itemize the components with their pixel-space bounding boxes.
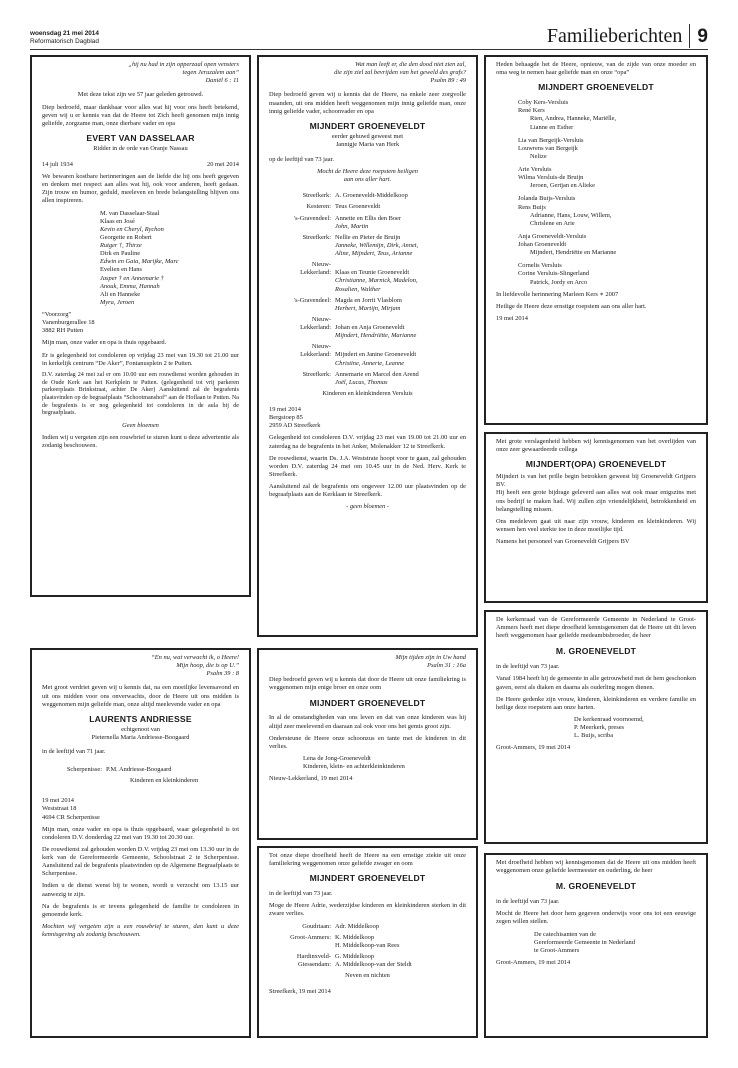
motto — [269, 168, 466, 184]
place-line: Hardinxveld- — [296, 952, 331, 960]
place-line: Lekkerland: — [300, 269, 331, 277]
deceased-name: MIJNDERT(OPA) GROENEVELDT — [525, 459, 667, 470]
closing-wish: Heilige de Heere deze ernstige roepstem aan ons aller hart. — [496, 302, 647, 310]
family-member: Johan Groeneveldt — [518, 241, 567, 249]
obituary-mijndert-groeneveldt-in-laws — [257, 846, 478, 1038]
family-member: Johan en Anja Groeneveldt — [335, 324, 405, 332]
family-member: M. van Dasselaar-Staal — [100, 209, 160, 217]
age-line: in de leeftijd van 73 jaar. — [496, 898, 560, 906]
family-member: René Kers — [518, 107, 545, 115]
closing-wish: Ondersteune de Heere onze schoonzus en tante met de kinderen in dit verlies. — [269, 734, 466, 750]
family-list — [269, 192, 466, 387]
quote-reference: Psalm 39 : 8 — [206, 670, 239, 678]
children-line: Kinderen en kleinkinderen — [130, 777, 199, 785]
page-number: 9 — [697, 25, 708, 47]
family-place — [269, 192, 335, 200]
age-line: in de leeftijd van 71 jaar. — [42, 747, 106, 755]
grandchildren-names: Mijndert, Hendriëtte, Marianne — [335, 332, 417, 340]
death-date: 20 mei 2014 — [207, 160, 239, 168]
family-member: Evelien en Hans — [100, 266, 142, 274]
marriage-note: eerder gehuwd geweest met — [331, 132, 404, 140]
service-info: De rouwdienst, waarin Ds. J.A. Weststrate hoopt voor te gaan, zal gehouden worden D.V. zaterdag 24 mei om 10.45 uur in de Ned. Herv. Kerk te Streefkerk. — [269, 454, 466, 478]
motto-line: aan ons aller hart. — [343, 176, 392, 184]
family-row — [269, 203, 466, 211]
family-member: Rens Buijs — [518, 203, 546, 211]
memory-line: In liefdevolle herinnering Marleen Kers ∗ 2007 — [496, 290, 619, 298]
family-row — [269, 192, 466, 200]
obituary-laurents-andriesse — [30, 648, 251, 1038]
involvement-text: Mijndert is van het prille begin betrokken geweest bij Groeneveldt Grijpers BV. — [496, 473, 696, 489]
address-line: “Voorzorg” — [42, 311, 72, 319]
family-names — [335, 234, 466, 258]
family-member: Edwin en Gaia, Marijke, Marc — [100, 258, 179, 266]
family-list — [42, 210, 239, 308]
deceased-name: MIJNDERT GROENEVELDT — [538, 82, 654, 93]
family-member: Klaas en Teunie Groeneveldt — [335, 269, 410, 277]
signature-place: Scherpenisse: — [66, 766, 102, 774]
service-text: Vanaf 1984 heeft hij de gemeente in alle getrouwheid met de hem geschonken gaven, eerst als diaken en daarna als ouderling mogen dienen. — [496, 675, 696, 691]
place-line: Lekkerland: — [300, 324, 331, 332]
family-member: Anouk, Emma, Hannah — [100, 282, 160, 290]
family-member: Rutger †, Thirze — [100, 242, 142, 250]
family-row — [269, 297, 466, 313]
address-line: 19 mei 2014 — [269, 406, 301, 414]
family-member: Klaas en José — [100, 217, 135, 225]
deceased-title: Ridder in de orde van Oranje Nassau — [93, 144, 188, 152]
spouse-note: echtgenoot van — [121, 725, 160, 733]
announcement: Diep bedroefd geven wij u kennis dat door de Heere uit onze familiekring is weggenomen mijn enige broer en onze oom — [269, 676, 466, 692]
family-row — [269, 261, 466, 294]
family-member: Teus Groeneveldt — [335, 203, 381, 211]
family-member: Adr. Middelkoop — [335, 922, 380, 930]
age-line: op de leeftijd van 73 jaar. — [269, 155, 334, 163]
family-names — [335, 215, 466, 231]
age-line: in de leeftijd van 73 jaar. — [269, 890, 333, 898]
company-notice-groeneveldt-grijpers — [484, 432, 708, 603]
letter-note: Mochten wij vergeten zijn u een rouwbrief te sturen, dan kunt u deze kennisgeving als zodanig beschouwen. — [42, 922, 239, 939]
quote-reference: Daniël 6 : 11 — [205, 77, 239, 85]
family-member: A. Middelkoop-van der Steldt — [335, 961, 412, 969]
family-member: Mijndert en Janine Groeneveldt — [335, 351, 417, 359]
deceased-name: MIJNDERT GROENEVELDT — [309, 873, 426, 884]
family-place — [269, 934, 335, 950]
signature-line: L. Buijs, scriba — [574, 732, 614, 740]
family-member: Dirk en Pauline — [100, 250, 141, 258]
header-rule — [30, 49, 708, 50]
grandchildren-names: Jeroen, Gertjan en Alieke — [530, 182, 595, 190]
closing-wish: De Heere gedenke zijn vrouw, kinderen, kleinkinderen en verdere familie en heilige deze roepstem aan onze harten. — [496, 695, 696, 711]
announcement: Diep bedroefd geven wij u kennis dat de Heere, na enkele zeer zorgvolle maanden, uit ons midden heeft weggenomen mijn innig geliefde man, onze innig geliefde vader, schoonvader en opa — [269, 91, 466, 115]
quote — [269, 654, 466, 670]
address-block — [42, 797, 239, 821]
quote-line: Mijn hoop, die is op U.” — [176, 662, 239, 670]
quote — [269, 61, 466, 85]
deceased-name: MIJNDERT GROENEVELDT — [309, 697, 426, 708]
header-section — [547, 24, 708, 48]
letter-note: Indien wij u vergeten zijn een rouwbrief te sturen kunt u deze advertentie als zodanig beschouwen. — [42, 434, 239, 450]
address-line: Vanenburgerallee 18 — [42, 319, 95, 327]
signature-line: te Groot-Ammers — [534, 946, 580, 954]
signature-line: Kinderen, klein- en achterkleinkinderen — [303, 763, 405, 771]
funeral-info: D.V. zaterdag 24 mei zal er om 10.00 uur een rouwdienst worden gehouden in de Oude Kerk aan het Kerkplein te Putten. (gelegenheid tot vrij parkeren parkeerplaats Brinkstraat, achter De Aker) Aansluitend zal de begrafenis plaatsvinden op de begraafplaats “Schootmanshof” aan de Hoflaan te Putten. Na de begrafenis is er nog gelegenheid tot condoleren in de aula bij de begraafplaats. — [42, 371, 239, 417]
family-member: Louwrens van Bergeijk — [518, 144, 578, 152]
header-date: woensdag 21 mei 2014 — [30, 30, 99, 37]
family-member: Ali en Hanneke — [100, 290, 141, 298]
family-member: Georgette en Robert — [100, 233, 152, 241]
family-place — [269, 297, 335, 313]
address-line: 4694 CR Scherpenisse — [42, 813, 100, 821]
family-row — [269, 316, 466, 340]
tribute: In al de omstandigheden van ons leven en dat van onze kinderen was hij altijd zeer meelevend en daaraan zal ook voor ons het gemis groot zijn. — [269, 714, 466, 730]
obituary-mijndert-groeneveldt-stepfamily — [484, 55, 708, 425]
family-member: Nellie en Pieter de Bruijn — [335, 233, 401, 241]
date-line: 19 mei 2014 — [496, 314, 528, 322]
header-paper: Reformatorisch Dagblad — [30, 37, 99, 45]
family-names — [335, 371, 466, 387]
family-member: Annette en Ellis den Boer — [335, 214, 402, 222]
signature-name: P.M. Andriesse-Boogaard — [106, 766, 172, 774]
family-member: A. Groeneveldt-Middelkoop — [335, 192, 408, 200]
grandchildren-names: Aline, Mijndert, Teus, Arianne — [335, 250, 413, 258]
family-place — [269, 923, 335, 931]
place-line: Nieuw- — [311, 315, 331, 323]
quote — [42, 654, 239, 678]
closing-wish: Moge de Heere Adrie, wederzijdse kinderen en kleinkinderen sterken in dit zware verlies. — [269, 902, 466, 918]
burial-info: Aansluitend zal de begrafenis om ongeveer 12.00 uur plaatsvinden op de begraafplaats aan de Kerklaan te Streefkerk. — [269, 483, 466, 499]
grandchildren-names: John, Martin — [335, 222, 369, 230]
family-member: Anja Groeneveldt-Versluis — [518, 232, 587, 240]
grandchildren-names: Patrick, Jordy en Arco — [530, 278, 588, 286]
family-row — [269, 371, 466, 387]
grandchildren-names: Janneke, Willemijn, Dirk, Annet, — [335, 241, 419, 249]
family-place — [269, 215, 335, 231]
announcement: Met droefheid hebben wij kennisgenomen dat de Heere uit ons midden heeft weggenomen onze geliefde leermeester en ouderling, de heer — [496, 859, 696, 875]
family-member — [335, 343, 466, 351]
lying-in-state: Mijn man, onze vader en opa is thuis opgebaard. — [42, 339, 167, 347]
catechism-students-notice — [484, 853, 708, 1038]
family-names — [335, 297, 466, 313]
family-names — [335, 923, 466, 931]
announcement: Met groot verdriet geven wij u kennis dat, na een moeilijke levensavond en uit ons midden voor ons onverwachts, door de Heere uit ons midden is weggenomen mijn geliefde man, onze altijd meelevende vader en opa — [42, 684, 239, 708]
family-member: G. Middelkoop — [335, 952, 375, 960]
family-place — [269, 316, 335, 340]
family-names — [335, 343, 466, 367]
spouse-name: Jannigje Maria van Herk — [335, 140, 400, 148]
age-line: in de leeftijd van 73 jaar. — [496, 663, 560, 671]
family-member: Kevin en Cheryl, Rychon — [100, 225, 164, 233]
quote-line: Wat man leeft er, die den dood niet zien zal, — [354, 61, 466, 68]
grandchildren-names: Christine, Annerie, Leanne — [335, 359, 405, 367]
obituary-evert-van-dasselaar — [30, 55, 251, 597]
address-line: 19 mei 2014 — [42, 797, 74, 805]
condolence-info: Er is gelegenheid tot condoleren op vrijdag 23 mei van 19.30 tot 21.00 uur in kerkelijk centrum “De Aker”, Fontanusplein 2 te Putten. — [42, 351, 239, 367]
flowers-note: - geen bloemen - — [346, 503, 389, 511]
family-member — [335, 316, 466, 324]
grandchildren-names: Lianne en Esther — [530, 123, 574, 131]
signature-line: P. Meerkerk, preses — [574, 724, 625, 732]
signature-line: De kerkenraad voornoemd, — [574, 715, 644, 723]
obituary-mijndert-groeneveldt-sister — [257, 648, 478, 840]
family-member: Lia van Bergeijk-Versluis — [518, 136, 584, 144]
signature — [269, 755, 466, 771]
motto-line: Mocht de Heere deze roepstem heiligen — [317, 168, 418, 176]
closing-wish: Mocht de Heere het door hem gegeven onderwijs voor ons tot een eeuwige zegen willen stellen. — [496, 910, 696, 926]
family-row — [269, 343, 466, 367]
family-member: Jolanda Buijs-Versluis — [518, 195, 576, 203]
address-block — [42, 311, 239, 335]
place-line: 's-Gravendeel: — [294, 296, 331, 304]
family-member: Arie Versluis — [518, 166, 552, 174]
tribute: We bewaren kostbare herinneringen aan de liefde die hij ons heeft gegeven en denken met respect aan alles wat hij, ook voor anderen, heeft gedaan. Zijn trouw en humor, geduld, meeleven en brede belangstelling blijven ons allen inspireren. — [42, 173, 239, 205]
announcement: Met grote verslagenheid hebben wij kennisgenomen van het overlijden van onze zeer gewaardeerde collega — [496, 438, 696, 454]
contribution-text: Hij heeft een grote bijdrage geleverd aan alles wat ook maar enigszins met ons bedrijf te maken had. Wij zullen zijn vriendelijkheid, betrokkenheid en belangstelling missen. — [496, 489, 696, 513]
family-member: Myra, Jeroen — [100, 298, 135, 306]
address-line: Weststraat 18 — [42, 805, 77, 813]
place-line: Goudriaan: — [302, 922, 331, 930]
signature-line: De catechisanten van de — [534, 930, 596, 938]
family-member: Magda en Jorrit Vlasblom — [335, 296, 402, 304]
grandchildren-names: Chrislene en Arie — [530, 219, 575, 227]
grandchildren-names: Herbert, Martijn, Mirjam — [335, 304, 401, 312]
deceased-name: MIJNDERT GROENEVELDT — [309, 120, 426, 131]
family-row — [269, 923, 466, 931]
family-row — [269, 934, 466, 950]
family-place — [269, 203, 335, 211]
place-date: Groot-Ammers, 19 mei 2014 — [496, 958, 571, 966]
place-line: Streefkerk: — [302, 370, 331, 378]
obituary-mijndert-groeneveldt-family — [257, 55, 478, 637]
place-line: Kesteren: — [306, 203, 331, 211]
announcement: Heden behaagde het de Heere, opnieuw, van de zijde van onze moeder en oma weg te nemen haar geliefde man en onze “opa” — [496, 61, 696, 77]
family-place — [269, 343, 335, 367]
quote-line: Mijn tijden zijn in Uw hand — [395, 654, 466, 661]
family-place — [269, 371, 335, 387]
place-line: Giessendam: — [297, 961, 331, 969]
announcement: Tot onze diepe droefheid heeft de Heere na een ernstige ziekte uit onze familiekring weggenomen onze geliefde zwager en oom — [269, 852, 466, 868]
announcement: De kerkenraad van de Gereformeerde Gemeente in Nederland te Groot-Ammers heeft met diepe droefheid kennisgenomen dat de Heere uit dit leven heeft weggenomen haar geliefde medeambtsbroeder, de heer — [496, 616, 696, 640]
address-line: 3882 RH Putten — [42, 327, 84, 335]
place-line: Streefkerk: — [302, 233, 331, 241]
family-member: Coby Kers-Versluis — [518, 99, 569, 107]
address-line: Bergstoep 85 — [269, 414, 303, 422]
quote-reference: Psalm 31 : 16a — [427, 662, 466, 670]
signature-row — [42, 766, 239, 774]
place-line: Lekkerland: — [300, 351, 331, 359]
family-member — [335, 261, 466, 269]
family-member: H. Middelkoop-van Rees — [335, 941, 400, 949]
service-info: De rouwdienst zal gehouden worden D.V. vrijdag 23 mei om 13.30 uur in de kerk van de Gereformeerde Gemeente, Schoolstraat 2 te Scherpenisse. Aansluitend zal de begrafenis plaatsvinden op de Algemene Begraafplaats te Scherpenisse. — [42, 845, 239, 878]
family-member: K. Middelkoop — [335, 933, 375, 941]
quote-line: die zijn ziel zal bevrijden van het geweld des grafs? — [334, 69, 466, 77]
family-row — [269, 953, 466, 969]
family-place — [269, 261, 335, 294]
condolence-info: Na de begrafenis is er tevens gelegenheid de familie te condoleren in genoemde kerk. — [42, 902, 239, 918]
deceased-name: EVERT VAN DASSELAAR — [86, 132, 195, 143]
grandchildren-names: Christianne, Marnick, Madelon, — [335, 277, 418, 285]
family-names — [335, 316, 466, 340]
birth-date: 14 juli 1934 — [42, 160, 73, 168]
quote-line: tegen Jeruzalem aan” — [182, 69, 239, 77]
place-date: Groot-Ammers, 19 mei 2014 — [496, 744, 571, 752]
signature-line: Lena de Jong-Groeneveldt — [303, 754, 371, 762]
flowers-note: Geen bloemen — [122, 422, 159, 430]
quote-line: “En nu, wat verwacht ik, o Heere! — [151, 654, 239, 661]
place-line: 's-Gravendeel: — [294, 214, 331, 222]
lying-in-state: Mijn man, onze vader en opa is thuis opgebaard, waar gelegenheid is tot condoleren D.V. donderdag 22 mei van 19.30 tot 20.30 uur. — [42, 825, 239, 841]
attendance-info: Indien u de dienst wenst bij te wonen, wordt u verzocht om 13.15 uur aanwezig te zijn. — [42, 882, 239, 898]
family-member: Corine Versluis-Slingerland — [518, 270, 590, 278]
family-member: Wilma Versluis-de Bruijn — [518, 174, 584, 182]
place-line: Nieuw- — [311, 343, 331, 351]
place-line: Nieuw- — [311, 261, 331, 269]
family-member: Annemarie en Marcel den Arend — [335, 370, 419, 378]
family-place — [269, 953, 335, 969]
quote-reference: Psalm 89 : 49 — [430, 77, 466, 85]
grandchildren-names: Mijndert, Hendriëtte en Marianne — [530, 249, 617, 257]
deceased-name: M. GROENEVELDT — [555, 881, 637, 892]
place-line: Groot-Ammers: — [290, 933, 331, 941]
intro-line: Met deze tekst zijn we 57 jaar geleden getrouwd. — [77, 91, 204, 99]
place-date: Streefkerk, 19 mei 2014 — [269, 988, 331, 996]
header-divider — [689, 24, 690, 48]
grandchildren-names: Rosalien, Walther — [335, 285, 381, 293]
signature — [496, 716, 696, 740]
announcement: Diep bedroefd, maar dankbaar voor alles wat hij voor ons heeft betekend, geven wij u er kennis van dat de Heere tot Zich heeft genomen mijn innig geliefde, zorgzame man, onze dierbare vader en opa — [42, 103, 239, 127]
deceased-name: LAURENTS ANDRIESSE — [89, 713, 192, 724]
grandchildren-names: Rien, Andrea, Hanneke, Mariëlle, — [530, 115, 617, 123]
sympathy-text: Ons medeleven gaat uit naar zijn vrouw, kinderen en kleinkinderen. Wij wensen hen veel sterkte toe in deze moeilijke tijd. — [496, 517, 696, 533]
family-list — [496, 99, 696, 287]
family-list — [269, 923, 466, 970]
place-date: Nieuw-Lekkerland, 19 mei 2014 — [269, 775, 353, 783]
signature-line: Gereformeerde Gemeente in Nederland — [534, 938, 635, 946]
church-council-notice — [484, 610, 708, 844]
address-line: 2959 AD Streefkerk — [269, 422, 321, 430]
nephews-line: Neven en nichten — [345, 972, 390, 980]
family-row — [269, 215, 466, 231]
family-member: Cornelis Versluis — [518, 262, 562, 270]
quote — [42, 61, 239, 85]
grandchildren-names: Adrianne, Hans, Louw, Willem, — [530, 211, 612, 219]
quote-line: „hij nu had in zijn opperzaal open vensters — [128, 61, 239, 68]
grandchildren-line: Kinderen en kleinkinderen Versluis — [322, 389, 413, 397]
family-names — [335, 953, 466, 969]
family-names — [335, 203, 466, 211]
section-title: Familieberichten — [546, 25, 683, 47]
family-names — [335, 261, 466, 294]
deceased-name: M. GROENEVELDT — [555, 646, 637, 657]
address-block — [269, 406, 466, 430]
life-dates — [42, 161, 239, 169]
signature: Namens het personeel van Groeneveldt Grijpers BV — [496, 538, 630, 546]
family-row — [269, 234, 466, 258]
place-line: Streefkerk: — [302, 192, 331, 200]
family-member: Jasper † en Annemarie † — [100, 274, 164, 282]
grandchildren-names: Nelize — [530, 152, 547, 160]
grandchildren-names: Joël, Lucas, Thomas — [335, 378, 388, 386]
header-meta — [30, 30, 99, 45]
signature — [496, 931, 696, 955]
condolence-info: Gelegenheid tot condoleren D.V. vrijdag 23 mei van 19.00 tot 21.00 uur en zaterdag na de begrafenis in het Anker, Molenakker 12 te Streefkerk. — [269, 434, 466, 450]
family-place — [269, 234, 335, 258]
spouse-name: Pieternella Maria Andriesse-Boogaard — [91, 733, 190, 741]
family-names — [335, 192, 466, 200]
family-names — [335, 934, 466, 950]
